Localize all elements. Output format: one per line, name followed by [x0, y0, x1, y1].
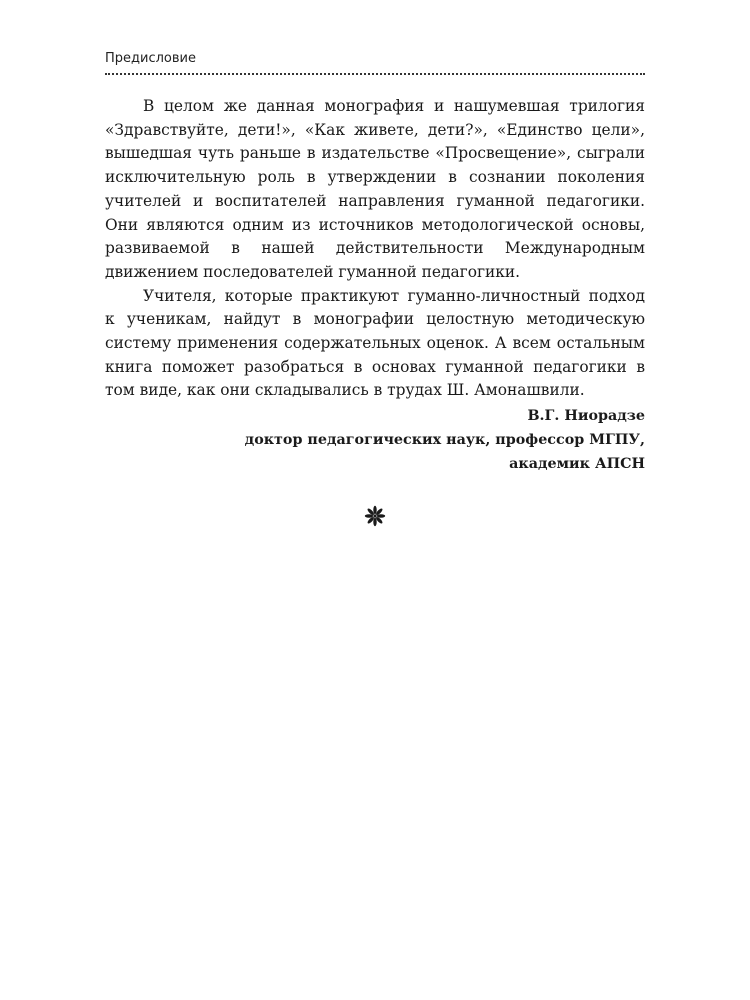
paragraph: В целом же данная монография и нашумевшая трилогия «Здравствуйте, дети!», «Как живете, дети?», «Единство цели», вышедшая чуть раньше в издательстве «Просвещение», сыграли исключительную роль в утверждении в сознании поколения учителей и воспитателей направления гуманной педагогики. Они являются одним из источников методологической основы, развиваемой в нашей действительности Международным движением последователей гуманной педагогики.: [105, 97, 645, 281]
signature-title-line-2: академик АПСН: [509, 455, 645, 472]
signature-name: В.Г. Ниорадзе: [527, 408, 645, 425]
paragraph: Учителя, которые практикуют гуманно-личностный подход к ученикам, найдут в монографии целостную методическую систему применения содержательных оценок. А всем остальным книга поможет разобраться в основах гуманной педагогики в том виде, как они складывались в трудах Ш. Амонашвили.: [105, 286, 645, 400]
body-text: [105, 95, 645, 476]
header-dotted-rule: [105, 73, 645, 75]
signature-block: [105, 405, 645, 476]
signature-title-line-1: доктор педагогических наук, профессор МГПУ,: [244, 431, 645, 448]
asterism-flower-icon: [364, 505, 386, 527]
running-header: Предисловие: [105, 51, 196, 66]
